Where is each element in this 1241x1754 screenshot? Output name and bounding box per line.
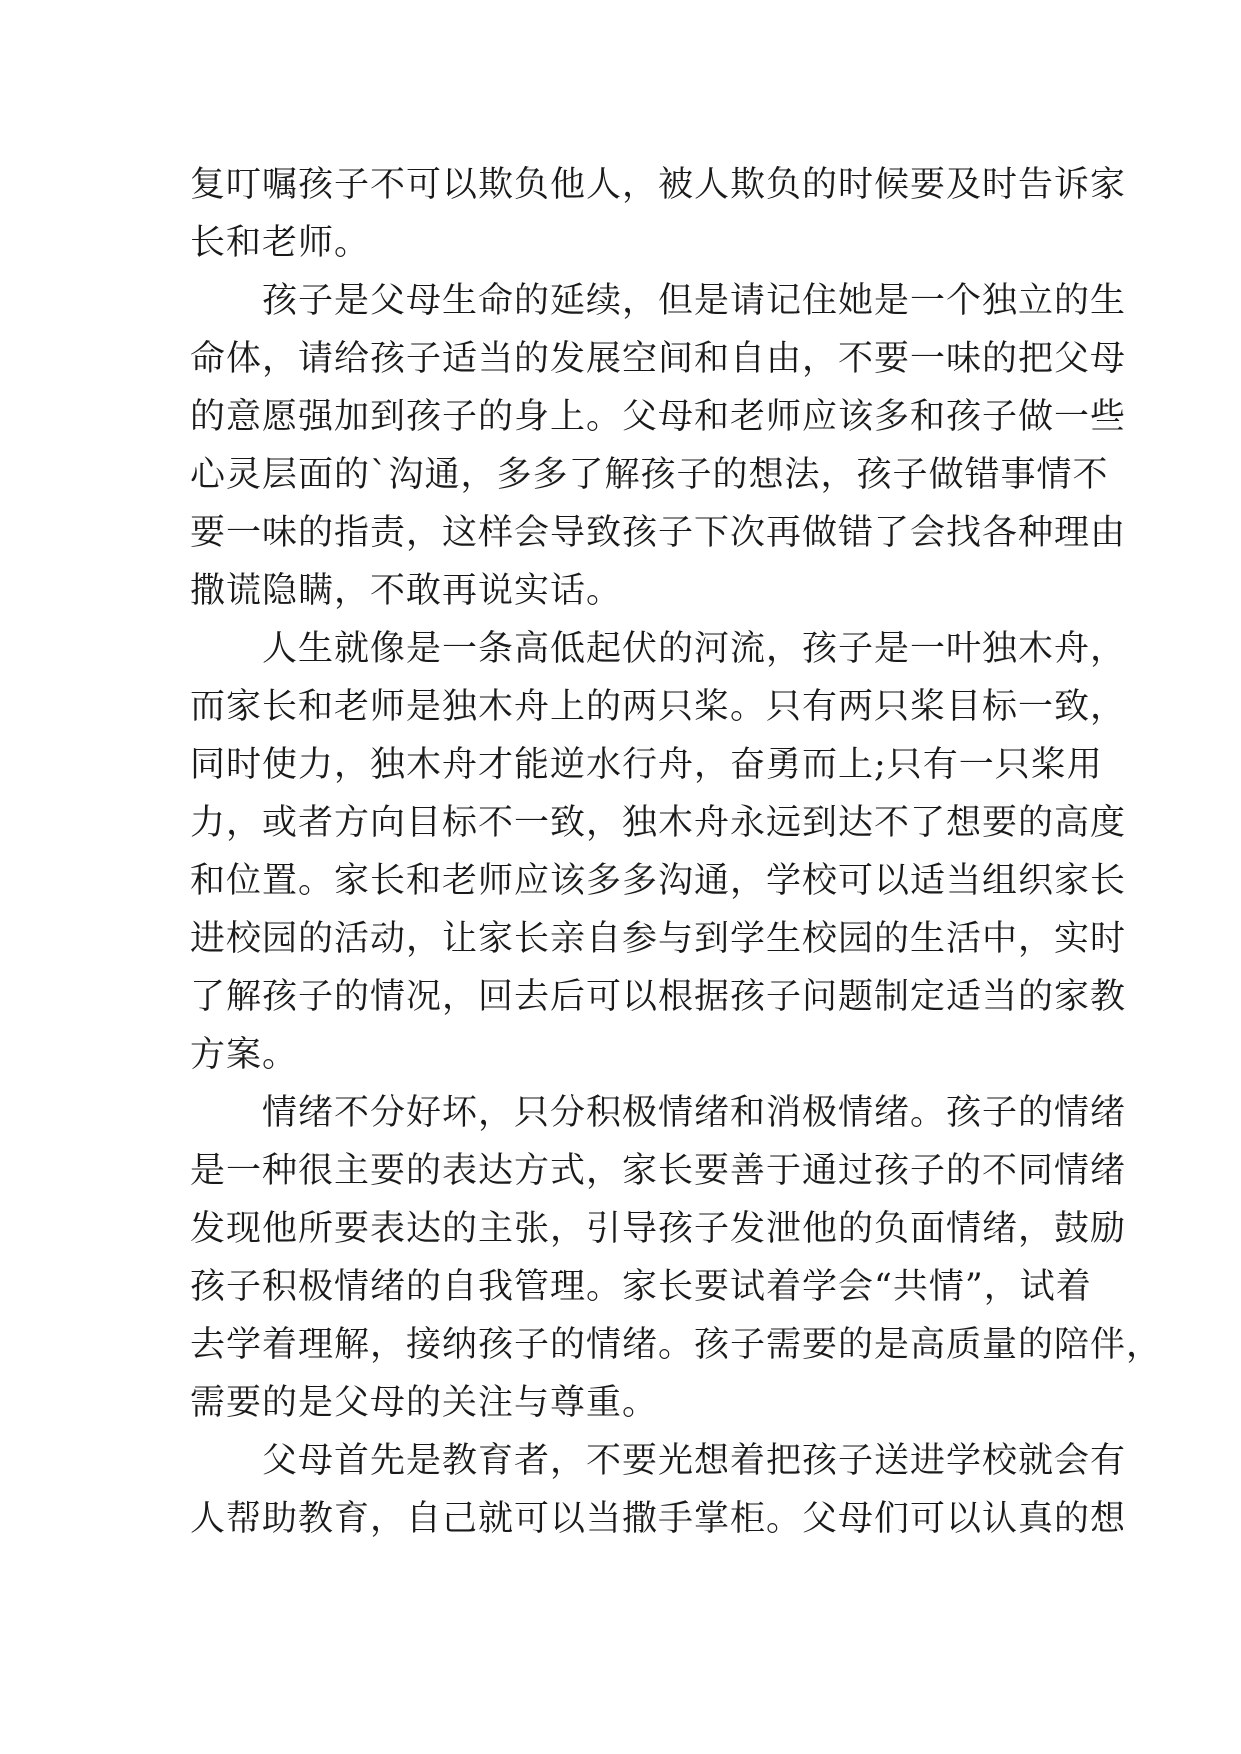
paragraph	[190, 272, 1127, 620]
text-line: 情绪不分好坏，只分积极情绪和消极情绪。孩子的情绪	[190, 1093, 1127, 1133]
text-line: 孩子积极情绪的自我管理。家长要试着学会“共情”，试着	[190, 1267, 1092, 1307]
text-line: 是一种很主要的表达方式，家长要善于通过孩子的不同情绪	[190, 1151, 1127, 1191]
text-line: 复叮嘱孩子不可以欺负他人，被人欺负的时候要及时告诉家	[190, 165, 1127, 205]
text-line: 心灵层面的`沟通，多多了解孩子的想法，孩子做错事情不	[190, 455, 1109, 495]
text-line: 而家长和老师是独木舟上的两只桨。只有两只桨目标一致，	[190, 687, 1127, 727]
text-line: 和位置。家长和老师应该多多沟通，学校可以适当组织家长	[190, 861, 1127, 901]
text-line: 了解孩子的情况，回去后可以根据孩子问题制定适当的家教	[190, 977, 1127, 1017]
text-line: 命体，请给孩子适当的发展空间和自由，不要一味的把父母	[190, 339, 1127, 379]
text-line: 父母首先是教育者，不要光想着把孩子送进学校就会有	[190, 1441, 1127, 1481]
text-line: 去学着理解，接纳孩子的情绪。孩子需要的是高质量的陪伴，	[190, 1325, 1163, 1365]
text-line: 人帮助教育，自己就可以当撒手掌柜。父母们可以认真的想	[190, 1499, 1127, 1539]
text-line: 的意愿强加到孩子的身上。父母和老师应该多和孩子做一些	[190, 397, 1127, 437]
text-line: 长和老师。	[190, 223, 371, 263]
paragraph	[190, 156, 1127, 272]
text-line: 孩子是父母生命的延续，但是请记住她是一个独立的生	[190, 281, 1127, 321]
text-line: 力，或者方向目标不一致，独木舟永远到达不了想要的高度	[190, 803, 1127, 843]
paragraph	[190, 1084, 1163, 1432]
text-line: 人生就像是一条高低起伏的河流，孩子是一叶独木舟，	[190, 629, 1127, 669]
text-line: 方案。	[190, 1035, 299, 1075]
text-line: 进校园的活动，让家长亲自参与到学生校园的生活中，实时	[190, 919, 1127, 959]
text-line: 发现他所要表达的主张，引导孩子发泄他的负面情绪，鼓励	[190, 1209, 1127, 1249]
text-line: 撒谎隐瞒，不敢再说实话。	[190, 571, 623, 611]
paragraph	[190, 1432, 1127, 1548]
text-line: 要一味的指责，这样会导致孩子下次再做错了会找各种理由	[190, 513, 1127, 553]
text-line: 需要的是父母的关注与尊重。	[190, 1383, 659, 1423]
document-body	[190, 156, 1163, 1548]
paragraph	[190, 620, 1127, 1084]
text-line: 同时使力，独木舟才能逆水行舟，奋勇而上;只有一只桨用	[190, 745, 1103, 785]
